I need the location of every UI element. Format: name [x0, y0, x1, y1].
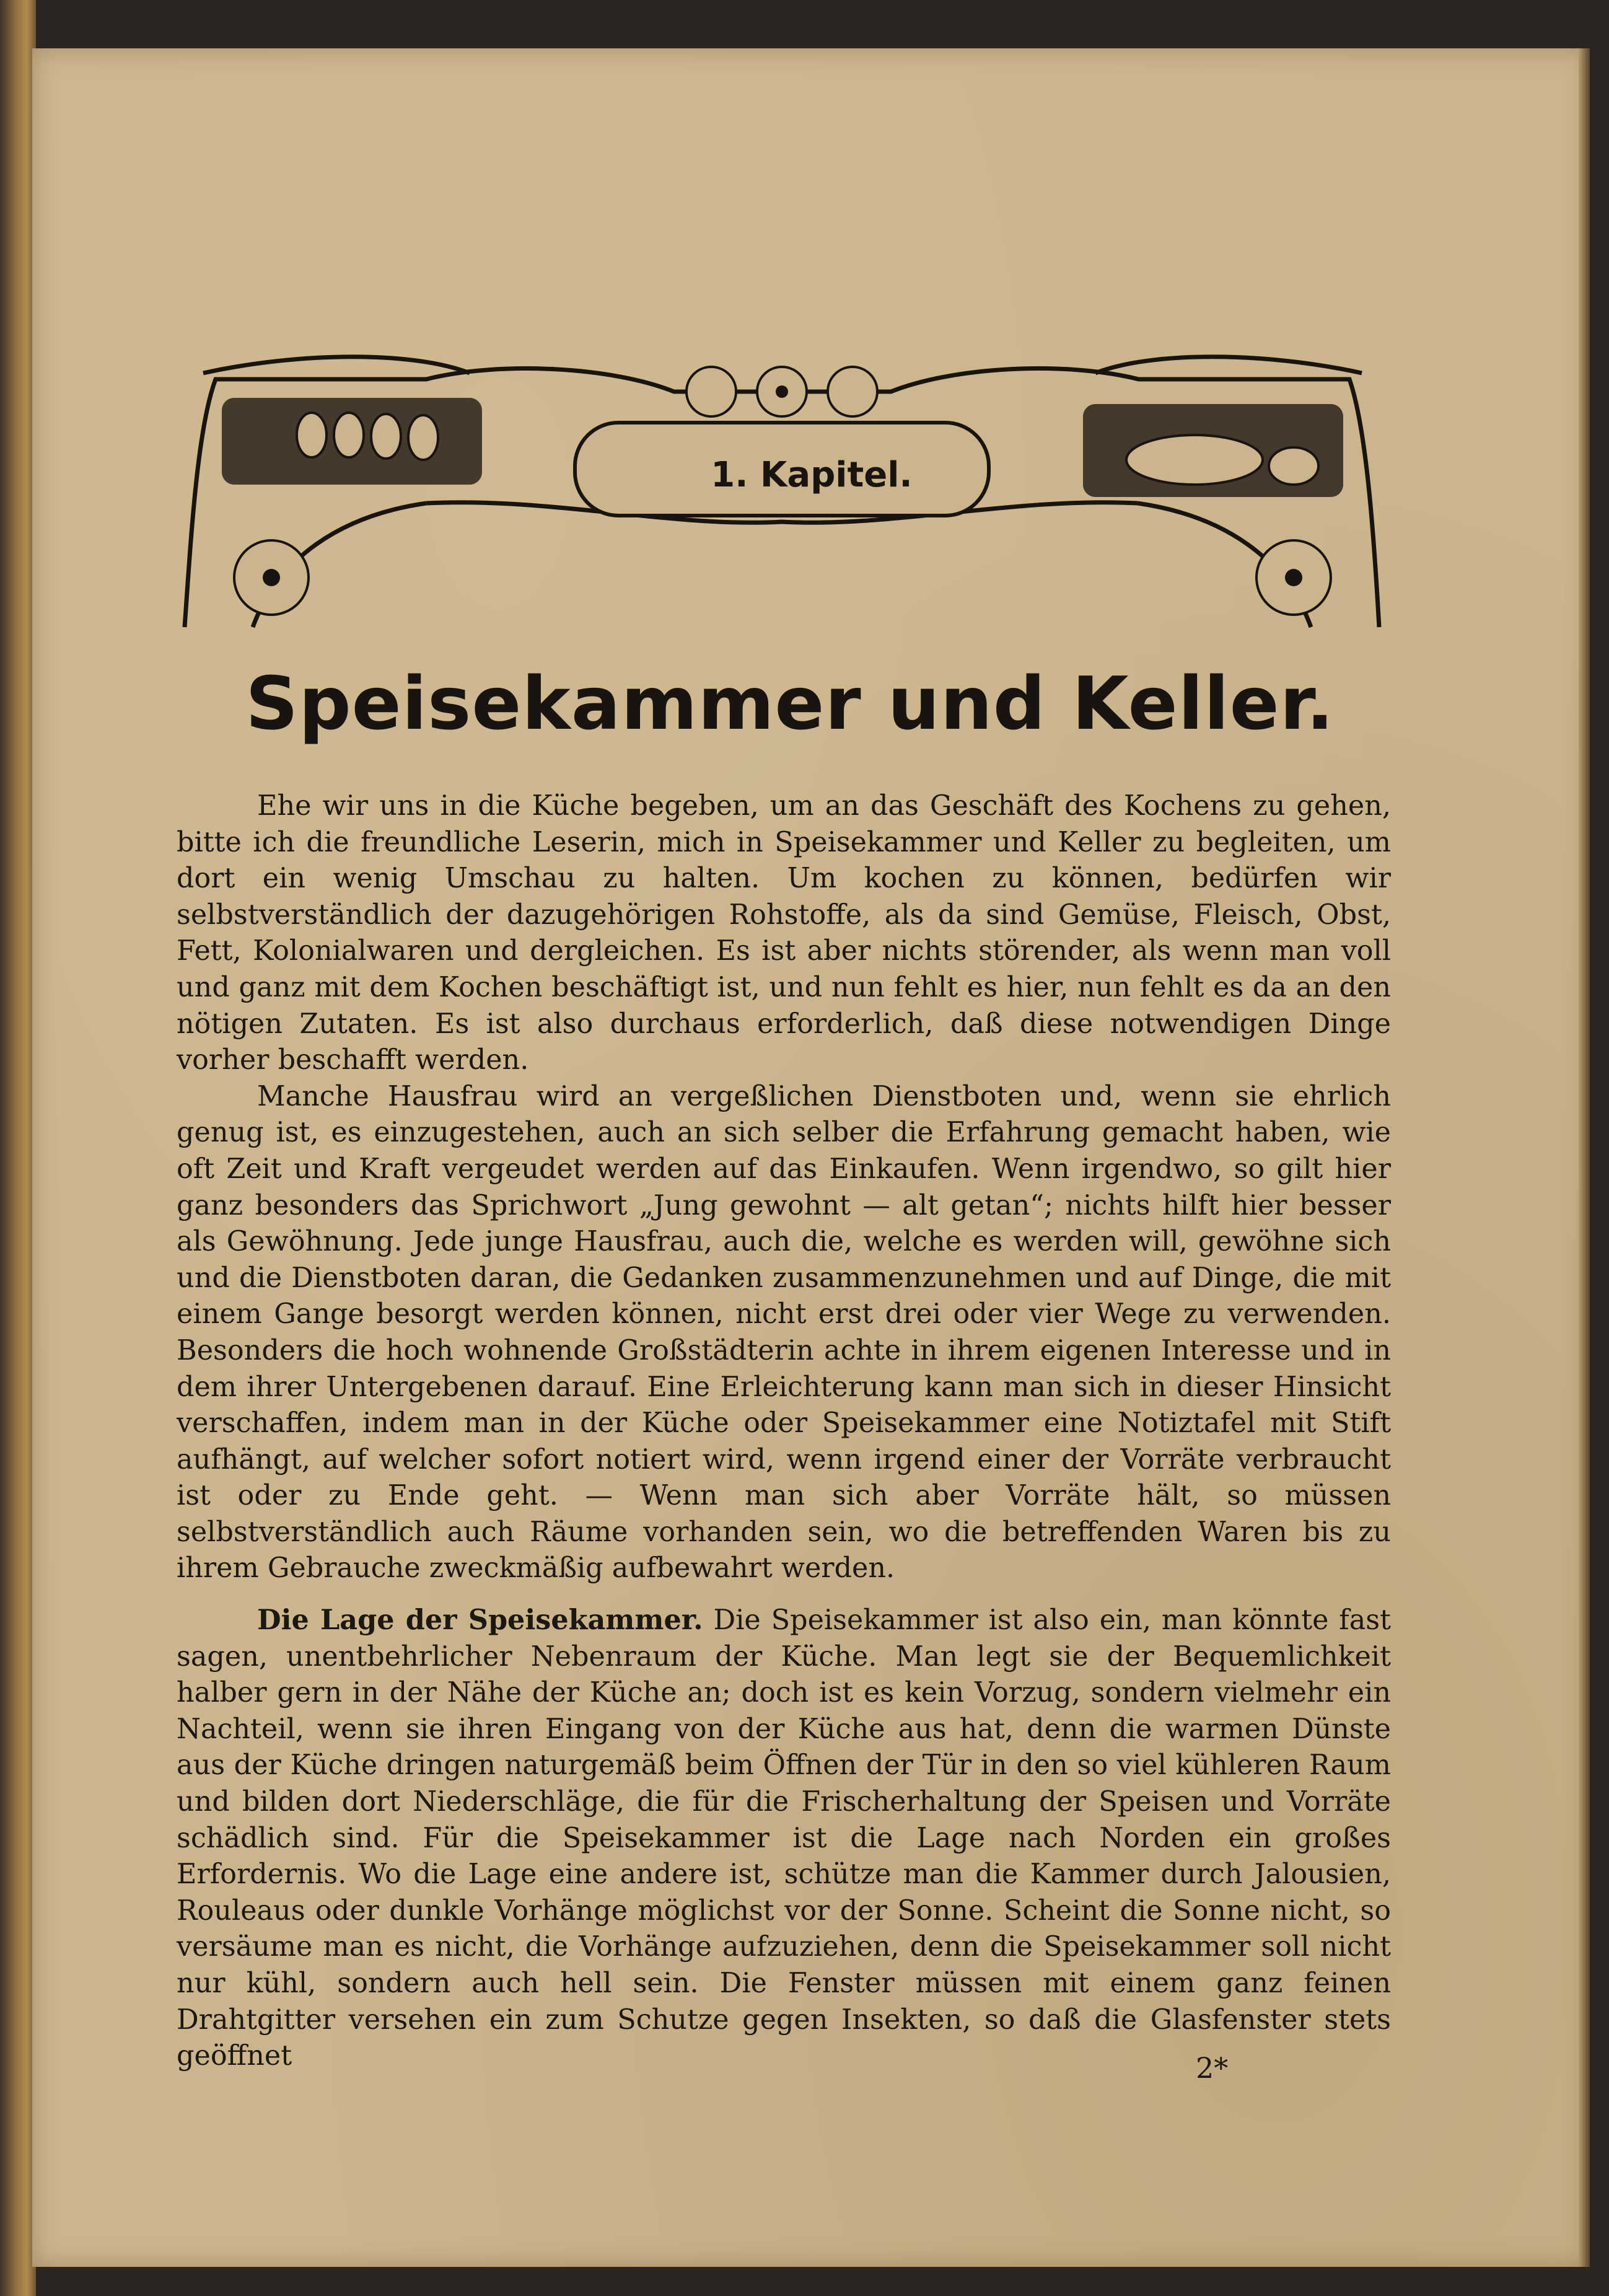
paragraph-3-wrapper — [177, 1602, 1391, 2075]
chapter-title: Speisekammer und Keller. — [245, 661, 1335, 746]
body-text-block-2 — [177, 1602, 1391, 2075]
chapter-label: 1. Kapitel. — [711, 455, 913, 495]
page-signature: 2* — [1196, 2051, 1229, 2085]
page-edge — [1579, 48, 1590, 2267]
paragraph-2: Manche Hausfrau wird an vergeßlichen Dienstboten und, wenn sie ehrlich genug ist, es einzugestehen, auch an sich selber die Erfahrung gemacht haben, wie oft Zeit und Kraft vergeudet werden auf das Einkaufen. Wenn irgendwo, so gilt hier ganz besonders das Sprichwort „Jung gewohnt — alt getan“; nichts hilft hier besser als Gewöhnung. Jede junge Hausfrau, auch die, welche es werden will, gewöhne sich und die Dienstboten daran, die Gedanken zusammenzunehmen und auf Dinge, die mit einem Gange besorgt werden können, nicht erst drei oder vier Wege zu verwenden. Besonders die hoch wohnende Großstädterin achte in ihrem eigenen Interesse und in dem ihrer Untergebenen darauf. Eine Erleichterung kann man sich in dieser Hinsicht verschaffen, indem man in der Küche oder Speisekammer eine Notiztafel mit Stift aufhängt, auf welcher sofort notiert wird, wenn irgend einer der Vorräte verbraucht ist oder zu Ende geht. — Wenn man sich aber Vorräte hält, so müssen selbstverständlich auch Räume vorhanden sein, wo die betreffenden Waren bis zu ihrem Gebrauche zweckmäßig aufbewahrt werden. — [177, 1080, 1391, 1585]
book-spine — [0, 0, 36, 2296]
paragraph-1: Ehe wir uns in die Küche begeben, um an das Geschäft des Kochens zu gehen, bitte ich die freundliche Leserin, mich in Speisekammer und Keller zu begleiten, um dort ein wenig Umschau zu halten. Um kochen zu können, bedürfen wir selbstverständlich der dazugehörigen Rohstoffe, als da sind Gemüse, Fleisch, Obst, Fett, Kolonialwaren und dergleichen. Es ist aber nichts störender, als wenn man voll und ganz mit dem Kochen beschäftigt ist, und nun fehlt es hier, nun fehlt es da an den nötigen Zutaten. Es ist also durchaus erforderlich, daß diese notwendigen Dinge vorher beschafft werden. — [177, 790, 1391, 1076]
section-heading: Die Lage der Speisekammer. — [257, 1604, 703, 1636]
paragraph-3: Die Speisekammer ist also ein, man könnte fast sagen, unentbehrlicher Nebenraum der Küche. Man legt sie der Bequemlichkeit halber gern in der Nähe der Küche an; doch ist es kein Vorzug, sondern vielmehr ein Nachteil, wenn sie ihren Eingang von der Küche aus hat, denn die warmen Dünste aus der Küche dringen naturgemäß beim Öffnen der Tür in den so viel kühleren Raum und bilden dort Niederschläge, die für die Frischerhaltung der Speisen und Vorräte schädlich sind. Für die Speisekammer ist die Lage nach Norden ein großes Erfordernis. Wo die Lage eine andere ist, schütze man die Kammer durch Jalousien, Rouleaus oder dunkle Vorhänge möglichst vor der Sonne. Scheint die Sonne nicht, so versäume man es nicht, die Vorhänge aufzuziehen, denn die Speisekammer soll nicht nur kühl, sondern auch hell sein. Die Fenster müssen mit einem ganz feinen Drahtgitter versehen ein zum Schutze gegen Insekten, so daß die Glasfenster stets geöffnet — [177, 1604, 1392, 2072]
body-text-block-1 — [177, 788, 1391, 1587]
